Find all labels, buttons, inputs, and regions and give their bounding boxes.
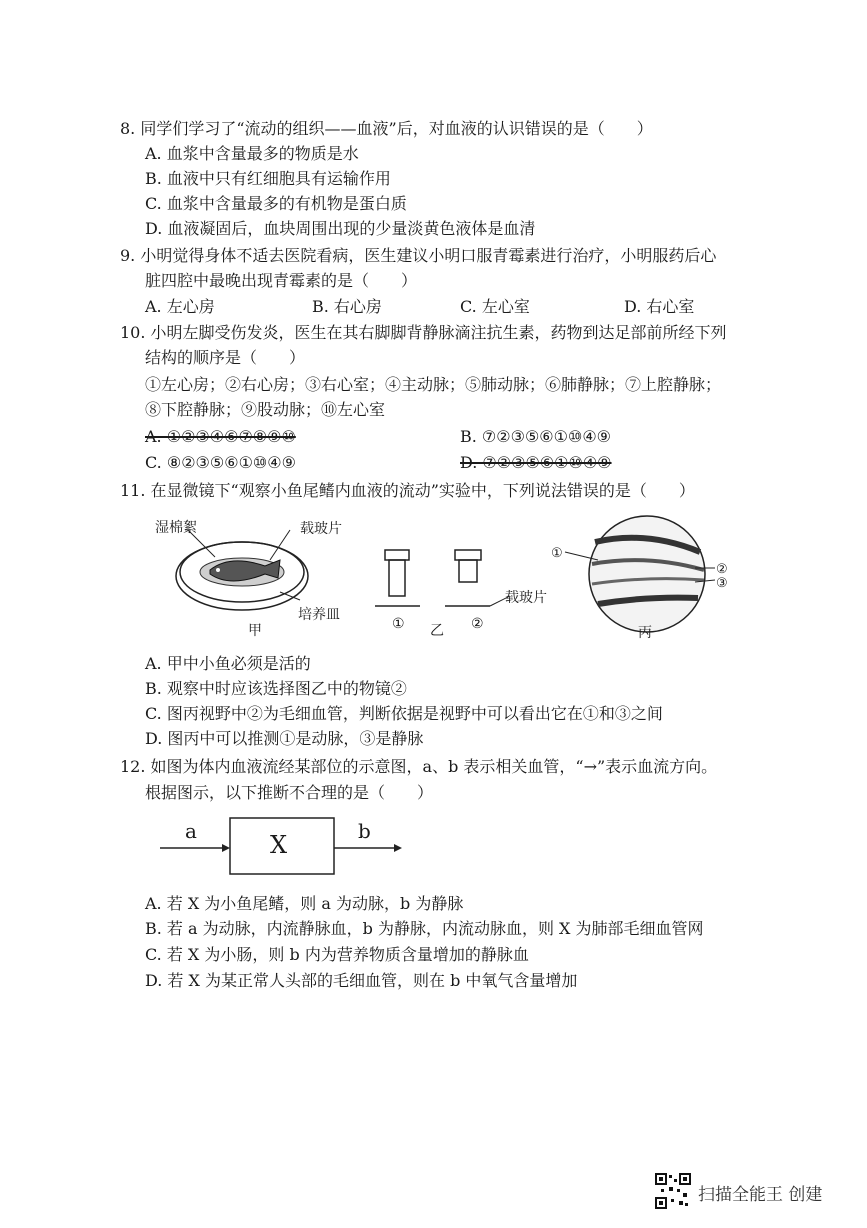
- q8-option-d: D. 血液凝固后，血块周围出现的少量淡黄色液体是血清: [145, 219, 536, 238]
- label-slide-bottom: 载玻片: [505, 590, 547, 606]
- q11-option-b: B. 观察中时应该选择图乙中的物镜②: [145, 679, 407, 698]
- q12-option-a: A. 若 X 为小鱼尾鳍，则 a 为动脉，b 为静脉: [145, 894, 464, 913]
- q10-items-line1: ①左心房；②右心房；③右心室；④主动脉；⑤肺动脉；⑥肺静脉；⑦上腔静脉；: [145, 375, 722, 394]
- q11-option-c: C. 图丙视野中②为毛细血管，判断依据是视野中可以看出它在①和③之间: [145, 704, 663, 723]
- q10-stem-line2: 结构的顺序是（ ）: [145, 348, 306, 367]
- diagram-label-x: X: [270, 831, 288, 859]
- q12-option-d: D. 若 X 为某正常人头部的毛细血管，则在 b 中氧气含量增加: [145, 971, 578, 990]
- q12-stem-line2: 根据图示，以下推断不合理的是（ ）: [145, 783, 434, 802]
- q9-option-a: A. 左心房: [145, 297, 215, 316]
- label-bing: 丙: [638, 625, 652, 641]
- q11-stem: 11. 在显微镜下“观察小鱼尾鳍内血液的流动”实验中，下列说法错误的是（ ）: [120, 481, 695, 500]
- figure-yi-objectives: [375, 550, 510, 606]
- diagram-label-a: a: [185, 819, 197, 843]
- label-slide-top: 载玻片: [300, 521, 342, 537]
- q10-option-b: B. ⑦②③⑤⑥①⑩④⑨: [460, 427, 612, 446]
- q10-option-d: D. ⑦②③⑤⑥①⑩④⑨: [460, 453, 612, 472]
- label-circle-2: ②: [471, 616, 484, 632]
- diagram-label-b: b: [358, 819, 371, 843]
- q9-stem-line2: 脏四腔中最晚出现青霉素的是（ ）: [145, 271, 418, 290]
- q10-items-line2: ⑧下腔静脉；⑨股动脉；⑩左心室: [145, 400, 386, 419]
- q9-option-c: C. 左心室: [460, 297, 530, 316]
- label-jia: 甲: [248, 623, 262, 639]
- q9-option-d: D. 右心室: [624, 297, 695, 316]
- q10-option-a: A. ①②③④⑥⑦⑧⑨⑩: [145, 427, 296, 446]
- q11-option-d: D. 图丙中可以推测①是动脉，③是静脉: [145, 729, 424, 748]
- q8-option-a: A. 血浆中含量最多的物质是水: [145, 144, 359, 163]
- label-bing-2: ②: [716, 562, 728, 577]
- figure-jia-petri-dish: [176, 530, 308, 610]
- q12-option-c: C. 若 X 为小肠，则 b 内为营养物质含量增加的静脉血: [145, 945, 529, 964]
- label-circle-1: ①: [392, 616, 405, 632]
- label-dish: 培养皿: [298, 607, 340, 623]
- q8-stem: 8. 同学们学习了“流动的组织——血液”后，对血液的认识错误的是（ ）: [120, 119, 653, 138]
- q11-option-a: A. 甲中小鱼必须是活的: [145, 654, 311, 673]
- q12-option-b: B. 若 a 为动脉，内流静脉血，b 为静脉，内流动脉血，则 X 为肺部毛细血管网: [145, 919, 704, 938]
- label-wet-cotton: 湿棉絮: [155, 520, 197, 536]
- figure-bing-field-of-view: [565, 516, 715, 632]
- q8-option-b: B. 血液中只有红细胞具有运输作用: [145, 169, 391, 188]
- q9-stem-line1: 9. 小明觉得身体不适去医院看病，医生建议小明口服青霉素进行治疗，小明服药后心: [120, 246, 717, 265]
- q12-stem-line1: 12. 如图为体内血液流经某部位的示意图，a、b 表示相关血管，“→”表示血流方向。: [120, 757, 718, 776]
- q9-option-b: B. 右心房: [312, 297, 382, 316]
- label-bing-3: ③: [716, 576, 728, 591]
- qr-code-icon: [655, 1173, 691, 1209]
- label-yi: 乙: [430, 623, 444, 639]
- q8-option-c: C. 血浆中含量最多的有机物是蛋白质: [145, 194, 407, 213]
- q10-stem-line1: 10. 小明左脚受伤发炎，医生在其右脚脚背静脉滴注抗生素，药物到达足部前所经下列: [120, 323, 727, 342]
- scanner-watermark: 扫描全能王 创建: [698, 1185, 823, 1205]
- label-bing-1: ①: [551, 546, 563, 561]
- q10-option-c: C. ⑧②③⑤⑥①⑩④⑨: [145, 453, 296, 472]
